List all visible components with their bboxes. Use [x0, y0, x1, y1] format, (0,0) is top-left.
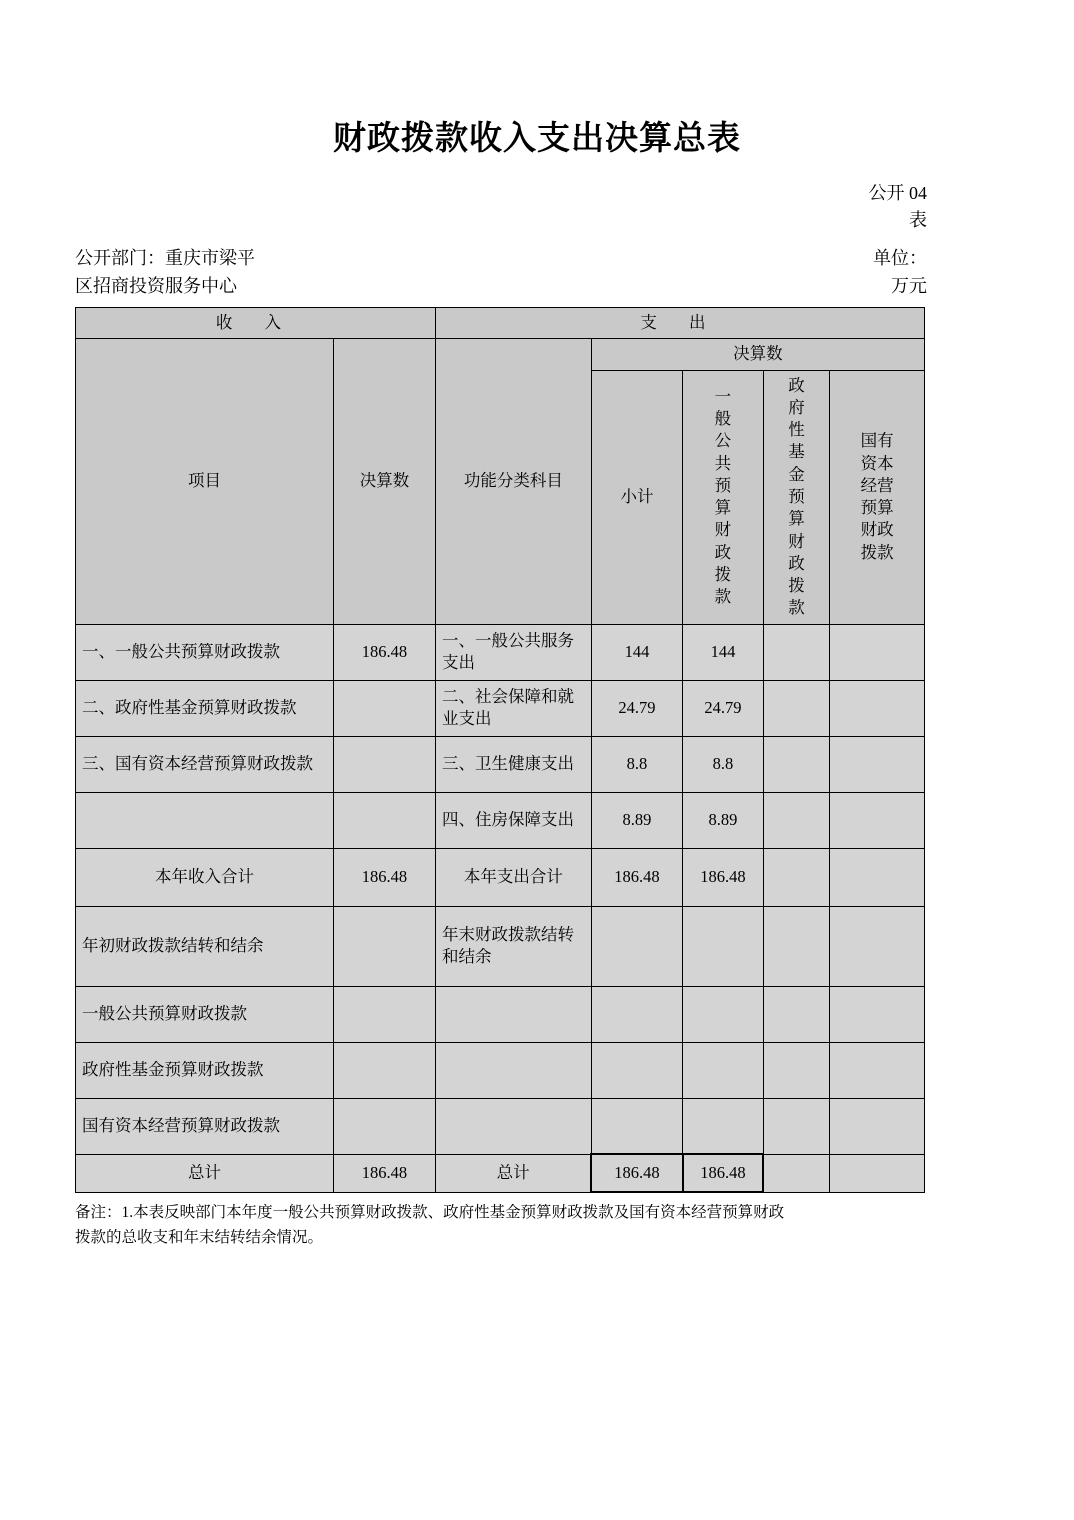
- department-label-line1: 公开部门：重庆市梁平: [75, 248, 255, 269]
- band-expense: 支 出: [435, 308, 924, 339]
- header-subtotal: 小计: [591, 370, 682, 624]
- total-income-value: 186.48: [333, 1154, 435, 1192]
- income-item: 二、政府性基金预算财政拨款: [76, 680, 334, 736]
- expense-general-public: [683, 1042, 764, 1098]
- unit-label-line2: 万元: [891, 276, 927, 297]
- note-line-2: 拨款的总收支和年末结转结余情况。: [75, 1228, 324, 1246]
- income-item: 年初财政拨款结转和结余: [76, 906, 334, 986]
- expense-general-public: [683, 1098, 764, 1154]
- table-note: [75, 1201, 925, 1251]
- expense-subtotal: [591, 986, 682, 1042]
- department-label-line2: 区招商投资服务中心: [75, 276, 237, 297]
- table-row: [76, 906, 925, 986]
- expense-subtotal: [591, 906, 682, 986]
- expense-subtotal: [591, 1098, 682, 1154]
- header-gov-fund: 政府性基金预算财政拨款: [763, 370, 830, 624]
- expense-general-public: 8.89: [683, 792, 764, 848]
- unit-label: [747, 245, 999, 301]
- income-value: [333, 986, 435, 1042]
- expense-item: 本年支出合计: [435, 848, 591, 906]
- expense-gov-fund: [763, 1042, 830, 1098]
- table-row: [76, 1042, 925, 1098]
- income-item: 三、国有资本经营预算财政拨款: [76, 736, 334, 792]
- header-general-public: 一般公共预算财政拨款: [683, 370, 764, 624]
- income-item: 国有资本经营预算财政拨款: [76, 1098, 334, 1154]
- table-row-total: [76, 1154, 925, 1192]
- expense-state-capital: [830, 848, 925, 906]
- table-row-subtotal: [76, 848, 925, 906]
- expense-item: 四、住房保障支出: [435, 792, 591, 848]
- expense-subtotal: 24.79: [591, 680, 682, 736]
- expense-item: [435, 1042, 591, 1098]
- expense-item: 二、社会保障和就业支出: [435, 680, 591, 736]
- total-income-label: 总计: [76, 1154, 334, 1192]
- expense-item: 一、一般公共服务支出: [435, 624, 591, 680]
- expense-subtotal: 186.48: [591, 848, 682, 906]
- expense-item: [435, 1098, 591, 1154]
- expense-general-public: [683, 986, 764, 1042]
- expense-item: [435, 986, 591, 1042]
- table-row: [76, 736, 925, 792]
- table-row: [76, 624, 925, 680]
- band-income: 收 入: [76, 308, 436, 339]
- expense-gov-fund: [763, 792, 830, 848]
- table-row: [76, 986, 925, 1042]
- expense-state-capital: [830, 1042, 925, 1098]
- expense-state-capital: [830, 680, 925, 736]
- income-value: [333, 1042, 435, 1098]
- expense-state-capital: [830, 624, 925, 680]
- table-row: [76, 792, 925, 848]
- expense-general-public: 24.79: [683, 680, 764, 736]
- expense-general-public: 8.8: [683, 736, 764, 792]
- expense-gov-fund: [763, 736, 830, 792]
- income-value: 186.48: [333, 624, 435, 680]
- table-row: [76, 1098, 925, 1154]
- expense-subtotal: 8.8: [591, 736, 682, 792]
- expense-subtotal: [591, 1042, 682, 1098]
- expense-gov-fund: [763, 680, 830, 736]
- unit-label-line1: 单位：: [873, 248, 927, 269]
- expense-state-capital: [830, 1098, 925, 1154]
- expense-subtotal: 8.89: [591, 792, 682, 848]
- sheet-number: [75, 180, 999, 236]
- income-item: 一、一般公共预算财政拨款: [76, 624, 334, 680]
- note-line-1: 备注：1.本表反映部门本年度一般公共预算财政拨款、政府性基金预算财政拨款及国有资本经营预算财政: [75, 1204, 785, 1222]
- budget-table: [75, 307, 925, 1193]
- band-final-number: 决算数: [591, 339, 924, 370]
- expense-item: 三、卫生健康支出: [435, 736, 591, 792]
- expense-general-public: 144: [683, 624, 764, 680]
- total-subtotal: 186.48: [591, 1154, 682, 1192]
- income-item: 本年收入合计: [76, 848, 334, 906]
- header-function-category: 功能分类科目: [435, 339, 591, 624]
- expense-state-capital: [830, 792, 925, 848]
- sheet-number-line1: 公开 04: [868, 182, 927, 203]
- expense-state-capital: [830, 986, 925, 1042]
- department-label: [75, 245, 375, 301]
- income-item: 一般公共预算财政拨款: [76, 986, 334, 1042]
- table-row: [76, 680, 925, 736]
- header-income-final: 决算数: [333, 339, 435, 624]
- expense-gov-fund: [763, 906, 830, 986]
- expense-general-public: 186.48: [683, 848, 764, 906]
- income-value: [333, 792, 435, 848]
- total-expense-label: 总计: [435, 1154, 591, 1192]
- income-item: 政府性基金预算财政拨款: [76, 1042, 334, 1098]
- table-subband-row: [76, 339, 925, 370]
- expense-state-capital: [830, 906, 925, 986]
- income-value: 186.48: [333, 848, 435, 906]
- expense-state-capital: [830, 736, 925, 792]
- header-item: 项目: [76, 339, 334, 624]
- income-value: [333, 736, 435, 792]
- expense-subtotal: 144: [591, 624, 682, 680]
- income-value: [333, 680, 435, 736]
- expense-item: 年末财政拨款结转和结余: [435, 906, 591, 986]
- meta-row: [75, 245, 999, 301]
- header-state-capital: 国有资本经营预算财政拨款: [830, 370, 925, 624]
- total-gov-fund: [763, 1154, 830, 1192]
- income-value: [333, 1098, 435, 1154]
- income-value: [333, 906, 435, 986]
- expense-gov-fund: [763, 848, 830, 906]
- table-band-row: [76, 308, 925, 339]
- total-general-public: 186.48: [683, 1154, 764, 1192]
- expense-gov-fund: [763, 986, 830, 1042]
- expense-general-public: [683, 906, 764, 986]
- sheet-number-line2: 表: [909, 210, 927, 231]
- total-state-capital: [830, 1154, 925, 1192]
- expense-gov-fund: [763, 1098, 830, 1154]
- expense-gov-fund: [763, 624, 830, 680]
- page-title: 财政拨款收入支出决算总表: [333, 118, 741, 157]
- income-item: [76, 792, 334, 848]
